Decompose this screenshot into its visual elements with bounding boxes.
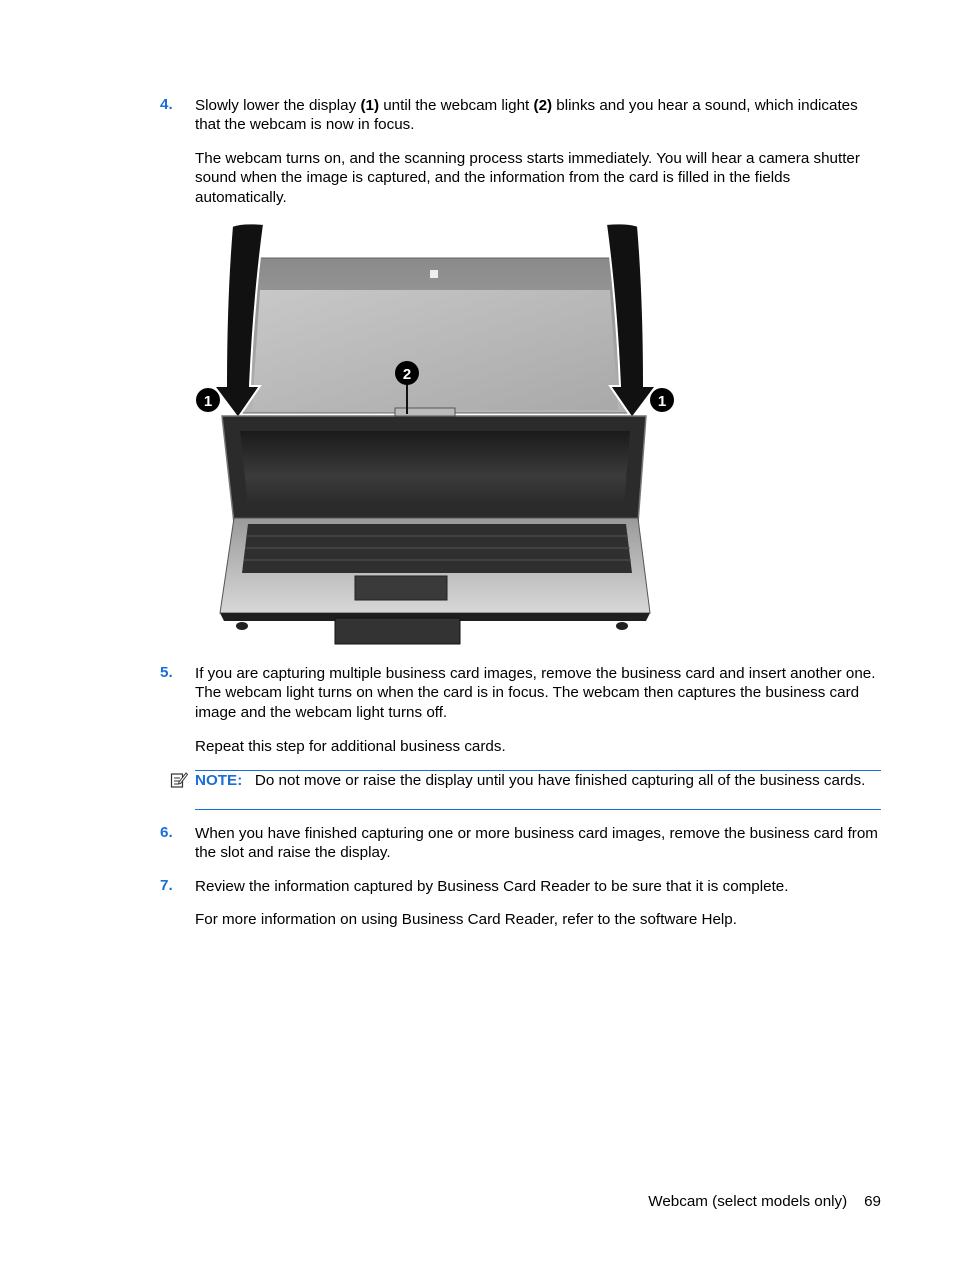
step-4-text-a: Slowly lower the display — [195, 97, 361, 114]
step-4-ref-2: (2) — [533, 97, 553, 114]
step-5-text: If you are capturing multiple business card images, remove the business card and insert another one. The webcam light turns on when the card is in focus. The webcam then captures the business card image and the webcam light turns off. — [195, 665, 876, 721]
callout-1-right-label: 1 — [657, 393, 667, 410]
step-7-text: Review the information captured by Business Card Reader to be sure that it is complete. — [195, 878, 789, 895]
step-6-number: 6. — [160, 824, 173, 841]
note-body: Do not move or raise the display until you have finished capturing all of the business cards. — [254, 772, 866, 789]
step-5-followup: Repeat this step for additional business cards. — [195, 738, 506, 755]
step-4-text-c: blinks and you hear a sound, which indicates that the webcam is now in focus. — [195, 97, 858, 134]
step-4-text-b: until the webcam light — [379, 97, 534, 114]
step-4-ref-1: (1) — [360, 97, 380, 114]
page-number: 69 — [864, 1193, 881, 1210]
note-icon — [170, 771, 188, 789]
step-4-text — [195, 96, 885, 135]
laptop-illustration — [190, 218, 690, 648]
step-5-number: 5. — [160, 664, 173, 681]
callout-1-left-label: 1 — [203, 393, 213, 410]
callout-2 — [395, 361, 419, 385]
footer-section: Webcam (select models only) — [648, 1193, 848, 1210]
step-7-followup: For more information on using Business Card Reader, refer to the software Help. — [195, 911, 737, 928]
callout-1-left — [196, 388, 220, 412]
note-label: NOTE: — [195, 772, 243, 789]
step-4-number: 4. — [160, 96, 173, 113]
note-text — [195, 771, 885, 790]
page-footer — [648, 1193, 881, 1210]
step-6-text: When you have finished capturing one or more business card images, remove the business card from the slot and raise the display. — [195, 825, 878, 862]
callout-2-label: 2 — [402, 366, 412, 383]
callout-1-right — [650, 388, 674, 412]
step-4-followup: The webcam turns on, and the scanning process starts immediately. You will hear a camera shutter sound when the image is captured, and the information from the card is filled in the fields automatically. — [195, 150, 860, 206]
step-7-number: 7. — [160, 877, 173, 894]
